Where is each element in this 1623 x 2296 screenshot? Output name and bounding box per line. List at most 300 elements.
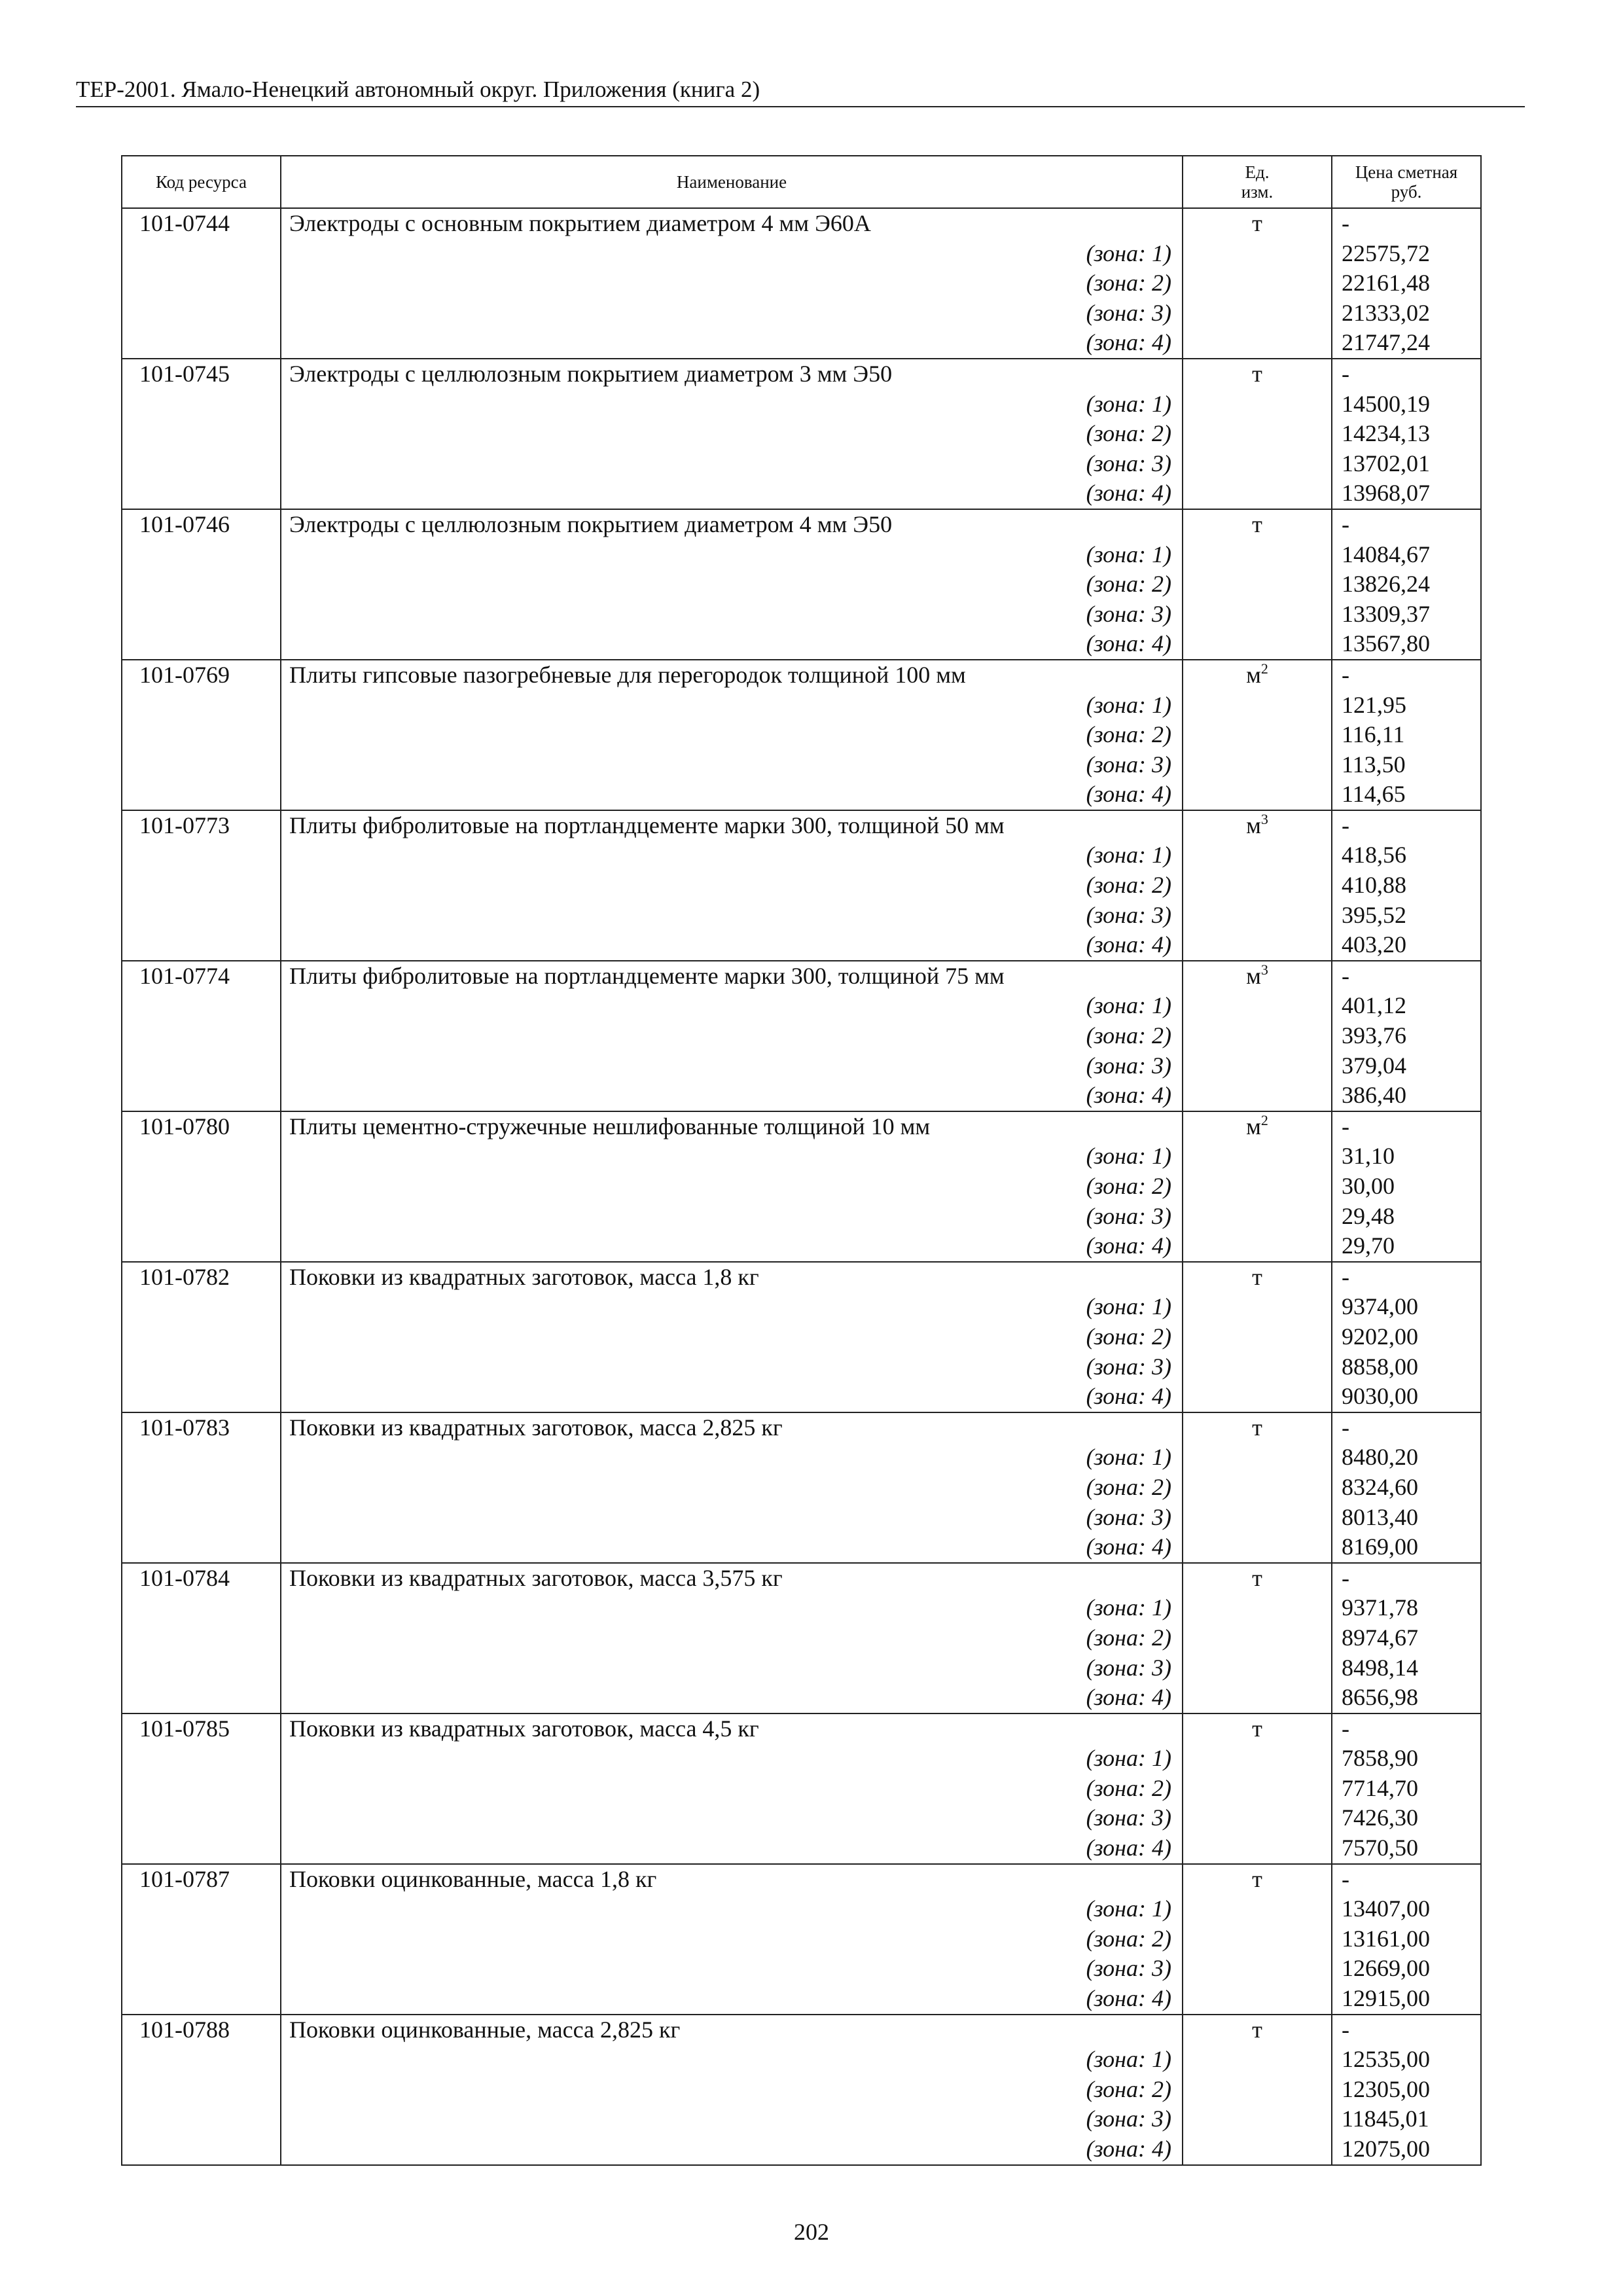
resource-code [122, 1954, 281, 1984]
unit-exponent: 3 [1260, 961, 1268, 978]
zone-label: (зона: 4) [281, 2134, 1183, 2165]
unit-cell [1183, 389, 1332, 420]
resource-code [122, 540, 281, 570]
resource-code: 101-0774 [122, 961, 281, 992]
zone-row [122, 1532, 1481, 1563]
unit-cell [1183, 901, 1332, 931]
resource-code: 101-0745 [122, 359, 281, 389]
zone-row [122, 239, 1481, 269]
price-cell: - [1332, 509, 1481, 540]
document-title: ТЕР-2001. Ямало-Ненецкий автономный округ. Приложения (книга 2) [76, 77, 760, 102]
resource-code [122, 239, 281, 269]
zone-label: (зона: 2) [281, 1322, 1183, 1352]
unit-cell [1183, 961, 1332, 992]
unit-cell [1183, 810, 1332, 841]
price-cell: 14234,13 [1332, 419, 1481, 449]
zone-label: (зона: 4) [281, 1231, 1183, 1262]
resource-group [122, 2015, 1481, 2165]
zone-row [122, 1593, 1481, 1623]
resource-name: Поковки из квадратных заготовок, масса 1,8 кг [281, 1262, 1183, 1293]
price-cell: - [1332, 1111, 1481, 1142]
price-cell: 12669,00 [1332, 1954, 1481, 1984]
unit-value: м [1246, 812, 1261, 838]
unit-cell [1183, 1503, 1332, 1533]
unit-cell [1183, 1352, 1332, 1382]
price-cell: 8013,40 [1332, 1503, 1481, 1533]
zone-label: (зона: 4) [281, 328, 1183, 359]
resource-code [122, 1382, 281, 1412]
price-cell: 29,48 [1332, 1202, 1481, 1232]
zone-label: (зона: 4) [281, 1683, 1183, 1713]
resource-code [122, 1924, 281, 1954]
price-cell: 22575,72 [1332, 239, 1481, 269]
price-cell: 29,70 [1332, 1231, 1481, 1262]
table-row [122, 1412, 1481, 1443]
resource-group [122, 1412, 1481, 1563]
price-cell: 21333,02 [1332, 298, 1481, 329]
zone-label: (зона: 4) [281, 1532, 1183, 1563]
price-cell: 30,00 [1332, 1172, 1481, 1202]
resource-code [122, 1623, 281, 1653]
zone-label: (зона: 1) [281, 540, 1183, 570]
zone-row [122, 1352, 1481, 1382]
unit-cell [1183, 750, 1332, 780]
unit-cell [1183, 930, 1332, 961]
unit-cell [1183, 569, 1332, 600]
price-cell: - [1332, 1864, 1481, 1895]
zone-row [122, 901, 1481, 931]
unit-value: т [1252, 1414, 1262, 1441]
resource-code [122, 1503, 281, 1533]
zone-label: (зона: 1) [281, 691, 1183, 721]
unit-value: м [1246, 1113, 1261, 1139]
zone-row [122, 2045, 1481, 2075]
price-cell: 12305,00 [1332, 2075, 1481, 2105]
resource-code: 101-0788 [122, 2015, 281, 2045]
zone-label: (зона: 3) [281, 600, 1183, 630]
zone-row [122, 1833, 1481, 1864]
zone-row [122, 750, 1481, 780]
resource-code [122, 2134, 281, 2165]
price-cell: 13309,37 [1332, 600, 1481, 630]
zone-row [122, 389, 1481, 420]
resource-name: Поковки оцинкованные, масса 1,8 кг [281, 1864, 1183, 1895]
zone-row [122, 1081, 1481, 1111]
resource-code [122, 1833, 281, 1864]
resource-code [122, 1352, 281, 1382]
price-cell: 21747,24 [1332, 328, 1481, 359]
resource-code [122, 1141, 281, 1172]
zone-row [122, 1503, 1481, 1533]
resource-code [122, 1653, 281, 1683]
unit-cell [1183, 1021, 1332, 1051]
resource-code [122, 1803, 281, 1833]
unit-value: т [1252, 1715, 1262, 1742]
column-header-name: Наименование [281, 156, 1183, 208]
resource-code [122, 901, 281, 931]
zone-row [122, 268, 1481, 298]
resource-code [122, 840, 281, 870]
zone-label: (зона: 3) [281, 1803, 1183, 1833]
unit-value: м [1246, 661, 1261, 688]
zone-row [122, 991, 1481, 1021]
zone-row [122, 328, 1481, 359]
zone-label: (зона: 2) [281, 720, 1183, 750]
zone-label: (зона: 3) [281, 449, 1183, 479]
resource-code [122, 1231, 281, 1262]
unit-cell [1183, 2075, 1332, 2105]
table-row [122, 660, 1481, 691]
zone-label: (зона: 3) [281, 298, 1183, 329]
resource-group [122, 961, 1481, 1111]
unit-cell [1183, 1412, 1332, 1443]
unit-cell [1183, 840, 1332, 870]
unit-cell [1183, 2134, 1332, 2165]
column-header-unit [1183, 156, 1332, 208]
resource-group [122, 509, 1481, 660]
unit-cell [1183, 720, 1332, 750]
resource-code: 101-0744 [122, 208, 281, 239]
price-cell: 8498,14 [1332, 1653, 1481, 1683]
zone-label: (зона: 2) [281, 1021, 1183, 1051]
zone-label: (зона: 4) [281, 1833, 1183, 1864]
zone-row [122, 449, 1481, 479]
zone-label: (зона: 2) [281, 1623, 1183, 1653]
resource-code [122, 449, 281, 479]
page-header [76, 73, 1525, 107]
zone-label: (зона: 1) [281, 1744, 1183, 1774]
column-header-code: Код ресурса [122, 156, 281, 208]
unit-value: т [1252, 2016, 1262, 2043]
zone-row [122, 1954, 1481, 1984]
unit-cell [1183, 298, 1332, 329]
zone-label: (зона: 2) [281, 419, 1183, 449]
unit-cell [1183, 419, 1332, 449]
price-cell: 8974,67 [1332, 1623, 1481, 1653]
resource-name: Электроды с основным покрытием диаметром 4 мм Э60А [281, 208, 1183, 239]
resource-code [122, 750, 281, 780]
unit-exponent: 3 [1260, 810, 1268, 827]
unit-value: т [1252, 1564, 1262, 1591]
unit-cell [1183, 1803, 1332, 1833]
zone-row [122, 780, 1481, 810]
unit-value: т [1252, 210, 1262, 236]
column-header-price-line1: Цена сметная [1355, 162, 1458, 182]
unit-cell [1183, 239, 1332, 269]
zone-label: (зона: 3) [281, 1503, 1183, 1533]
resource-group [122, 208, 1481, 359]
unit-cell [1183, 1051, 1332, 1081]
zone-row [122, 1051, 1481, 1081]
column-header-price-line2: руб. [1391, 182, 1422, 202]
resource-name: Плиты фибролитовые на портландцементе марки 300, толщиной 50 мм [281, 810, 1183, 841]
price-cell: 7570,50 [1332, 1833, 1481, 1864]
unit-cell [1183, 1744, 1332, 1774]
zone-label: (зона: 2) [281, 1924, 1183, 1954]
zone-row [122, 1202, 1481, 1232]
unit-cell [1183, 2104, 1332, 2134]
resource-group [122, 359, 1481, 509]
table-row [122, 1111, 1481, 1142]
zone-row [122, 1322, 1481, 1352]
zone-label: (зона: 3) [281, 2104, 1183, 2134]
price-cell: 13826,24 [1332, 569, 1481, 600]
unit-cell [1183, 359, 1332, 389]
zone-label: (зона: 2) [281, 1473, 1183, 1503]
resource-code: 101-0785 [122, 1713, 281, 1744]
unit-cell [1183, 1713, 1332, 1744]
resource-code [122, 328, 281, 359]
resource-code: 101-0783 [122, 1412, 281, 1443]
zone-label: (зона: 3) [281, 901, 1183, 931]
resource-code [122, 268, 281, 298]
unit-cell [1183, 1081, 1332, 1111]
resource-group [122, 1111, 1481, 1262]
resource-code [122, 600, 281, 630]
unit-cell [1183, 1443, 1332, 1473]
price-cell: 386,40 [1332, 1081, 1481, 1111]
zone-row [122, 1231, 1481, 1262]
price-cell: 393,76 [1332, 1021, 1481, 1051]
unit-cell [1183, 1111, 1332, 1142]
zone-label: (зона: 3) [281, 1954, 1183, 1984]
resource-code [122, 1774, 281, 1804]
zone-row [122, 1443, 1481, 1473]
resource-group [122, 660, 1481, 810]
table-row [122, 359, 1481, 389]
unit-cell [1183, 478, 1332, 509]
unit-cell [1183, 1141, 1332, 1172]
resource-code [122, 1081, 281, 1111]
zone-row [122, 419, 1481, 449]
zone-label: (зона: 2) [281, 870, 1183, 901]
zone-label: (зона: 1) [281, 1141, 1183, 1172]
unit-cell [1183, 328, 1332, 359]
resource-code [122, 1894, 281, 1924]
resource-code: 101-0769 [122, 660, 281, 691]
resource-code [122, 1744, 281, 1774]
zone-row [122, 478, 1481, 509]
resource-code [122, 1292, 281, 1322]
price-cell: 8480,20 [1332, 1443, 1481, 1473]
price-cell: 401,12 [1332, 991, 1481, 1021]
resource-group [122, 810, 1481, 961]
unit-exponent: 2 [1260, 660, 1268, 677]
resource-code: 101-0784 [122, 1563, 281, 1594]
resource-code [122, 478, 281, 509]
price-cell: 14500,19 [1332, 389, 1481, 420]
price-cell: 12075,00 [1332, 2134, 1481, 2165]
table-row [122, 1563, 1481, 1594]
price-cell: - [1332, 1563, 1481, 1594]
column-header-unit-line2: изм. [1241, 182, 1274, 202]
unit-cell [1183, 1231, 1332, 1262]
zone-label: (зона: 4) [281, 1081, 1183, 1111]
table-row [122, 1864, 1481, 1895]
resource-code: 101-0746 [122, 509, 281, 540]
price-cell: 410,88 [1332, 870, 1481, 901]
unit-cell [1183, 509, 1332, 540]
zone-row [122, 840, 1481, 870]
price-cell: 31,10 [1332, 1141, 1481, 1172]
zone-row [122, 1141, 1481, 1172]
unit-cell [1183, 991, 1332, 1021]
zone-row [122, 1653, 1481, 1683]
zone-row [122, 1172, 1481, 1202]
zone-row [122, 1894, 1481, 1924]
zone-row [122, 2075, 1481, 2105]
price-cell: 114,65 [1332, 780, 1481, 810]
resource-name: Поковки оцинкованные, масса 2,825 кг [281, 2015, 1183, 2045]
resource-code: 101-0780 [122, 1111, 281, 1142]
resource-name: Поковки из квадратных заготовок, масса 4,5 кг [281, 1713, 1183, 1744]
resource-name: Плиты цементно-стружечные нешлифованные толщиной 10 мм [281, 1111, 1183, 1142]
price-cell: 8324,60 [1332, 1473, 1481, 1503]
zone-label: (зона: 1) [281, 389, 1183, 420]
resource-code [122, 629, 281, 660]
unit-cell [1183, 449, 1332, 479]
zone-label: (зона: 3) [281, 1051, 1183, 1081]
zone-label: (зона: 2) [281, 569, 1183, 600]
price-cell: - [1332, 208, 1481, 239]
resource-code [122, 870, 281, 901]
resource-code: 101-0782 [122, 1262, 281, 1293]
resource-group [122, 1713, 1481, 1864]
price-cell: 11845,01 [1332, 2104, 1481, 2134]
resource-name: Электроды с целлюлозным покрытием диаметром 3 мм Э50 [281, 359, 1183, 389]
zone-row [122, 540, 1481, 570]
unit-value: м [1246, 962, 1261, 989]
zone-label: (зона: 1) [281, 239, 1183, 269]
zone-label: (зона: 4) [281, 629, 1183, 660]
price-cell: 9202,00 [1332, 1322, 1481, 1352]
zone-label: (зона: 4) [281, 478, 1183, 509]
resource-name: Поковки из квадратных заготовок, масса 2,825 кг [281, 1412, 1183, 1443]
zone-label: (зона: 2) [281, 1774, 1183, 1804]
unit-cell [1183, 1532, 1332, 1563]
zone-label: (зона: 1) [281, 1292, 1183, 1322]
zone-row [122, 691, 1481, 721]
resource-name: Электроды с целлюлозным покрытием диаметром 4 мм Э50 [281, 509, 1183, 540]
zone-label: (зона: 2) [281, 1172, 1183, 1202]
price-cell: 14084,67 [1332, 540, 1481, 570]
resource-name: Плиты фибролитовые на портландцементе марки 300, толщиной 75 мм [281, 961, 1183, 992]
unit-cell [1183, 1262, 1332, 1293]
price-cell: 395,52 [1332, 901, 1481, 931]
unit-cell [1183, 691, 1332, 721]
resource-group [122, 1563, 1481, 1713]
price-cell: 12915,00 [1332, 1984, 1481, 2015]
unit-cell [1183, 1894, 1332, 1924]
table-row [122, 1262, 1481, 1293]
price-cell: 379,04 [1332, 1051, 1481, 1081]
unit-cell [1183, 1563, 1332, 1594]
resource-code [122, 569, 281, 600]
zone-label: (зона: 1) [281, 1894, 1183, 1924]
price-cell: 13702,01 [1332, 449, 1481, 479]
zone-row [122, 2134, 1481, 2165]
unit-cell [1183, 1954, 1332, 1984]
resource-code [122, 1202, 281, 1232]
unit-cell [1183, 208, 1332, 239]
zone-row [122, 870, 1481, 901]
column-header-unit-line1: Ед. [1245, 162, 1270, 182]
zone-row [122, 600, 1481, 630]
resource-code [122, 1021, 281, 1051]
column-header-price [1332, 156, 1481, 208]
unit-cell [1183, 540, 1332, 570]
zone-row [122, 1744, 1481, 1774]
unit-cell [1183, 780, 1332, 810]
unit-cell [1183, 268, 1332, 298]
zone-row [122, 629, 1481, 660]
unit-cell [1183, 1864, 1332, 1895]
unit-cell [1183, 1172, 1332, 1202]
price-cell: 418,56 [1332, 840, 1481, 870]
price-cell: 13161,00 [1332, 1924, 1481, 1954]
resource-code [122, 2045, 281, 2075]
resource-code [122, 1984, 281, 2015]
zone-label: (зона: 1) [281, 1593, 1183, 1623]
price-cell: - [1332, 1713, 1481, 1744]
price-cell: 116,11 [1332, 720, 1481, 750]
table-row [122, 208, 1481, 239]
resource-code [122, 1322, 281, 1352]
resource-code: 101-0787 [122, 1864, 281, 1895]
resource-name: Плиты гипсовые пазогребневые для перегородок толщиной 100 мм [281, 660, 1183, 691]
price-cell: 9030,00 [1332, 1382, 1481, 1412]
resource-code [122, 780, 281, 810]
zone-row [122, 1774, 1481, 1804]
zone-row [122, 1623, 1481, 1653]
zone-row [122, 1683, 1481, 1713]
table-row [122, 961, 1481, 992]
resource-code [122, 1443, 281, 1473]
resource-code [122, 691, 281, 721]
unit-cell [1183, 1653, 1332, 1683]
zone-row [122, 1924, 1481, 1954]
price-cell: 7714,70 [1332, 1774, 1481, 1804]
resource-code [122, 2075, 281, 2105]
zone-label: (зона: 2) [281, 2075, 1183, 2105]
unit-cell [1183, 1833, 1332, 1864]
price-cell: - [1332, 961, 1481, 992]
price-cell: - [1332, 1412, 1481, 1443]
unit-cell [1183, 660, 1332, 691]
price-cell: 8169,00 [1332, 1532, 1481, 1563]
unit-value: т [1252, 511, 1262, 537]
price-cell: - [1332, 660, 1481, 691]
table-row [122, 810, 1481, 841]
unit-cell [1183, 1774, 1332, 1804]
unit-cell [1183, 1623, 1332, 1653]
table-row [122, 1713, 1481, 1744]
price-cell: 7426,30 [1332, 1803, 1481, 1833]
zone-label: (зона: 3) [281, 1352, 1183, 1382]
zone-row [122, 2104, 1481, 2134]
unit-cell [1183, 1473, 1332, 1503]
price-cell: 113,50 [1332, 750, 1481, 780]
price-cell: 13968,07 [1332, 478, 1481, 509]
zone-row [122, 1473, 1481, 1503]
zone-row [122, 1021, 1481, 1051]
resource-code [122, 930, 281, 961]
price-cell: 8858,00 [1332, 1352, 1481, 1382]
page-number: 202 [794, 2219, 829, 2245]
resource-code [122, 1683, 281, 1713]
resource-code: 101-0773 [122, 810, 281, 841]
resource-code [122, 1532, 281, 1563]
